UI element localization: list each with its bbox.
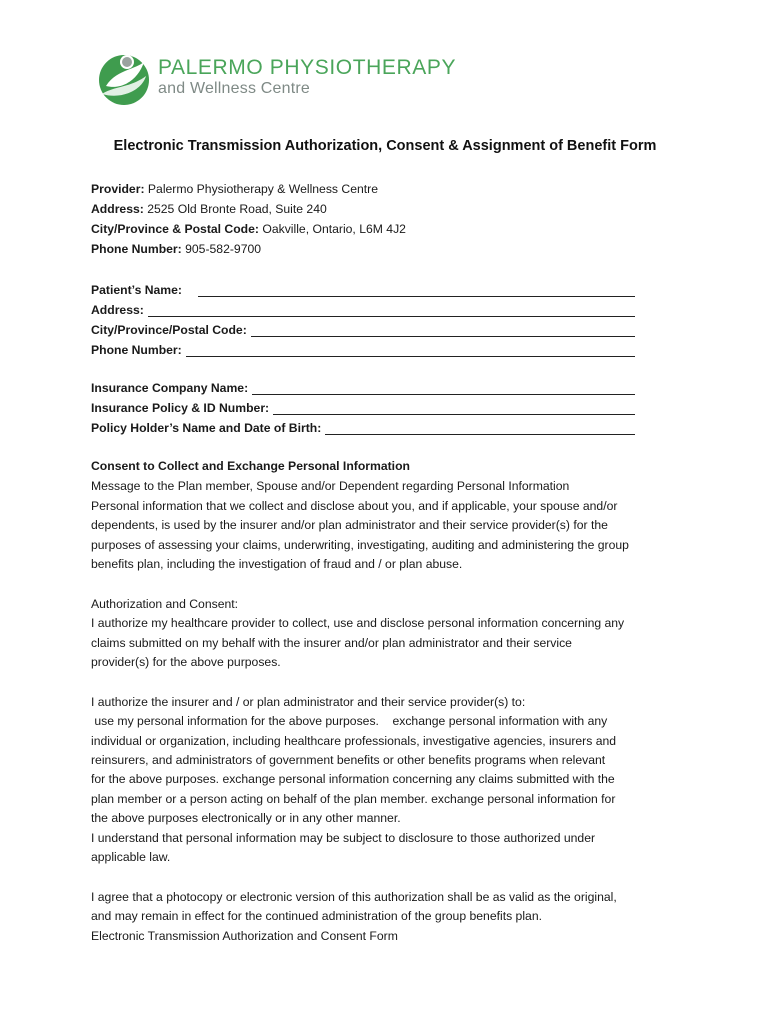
insurer-line: applicable law. — [91, 850, 171, 864]
agreement-line: Electronic Transmission Authorization and Consent Form — [91, 929, 398, 943]
consent-heading: Consent to Collect and Exchange Personal Information — [91, 459, 410, 473]
policy-holder-field[interactable] — [91, 419, 635, 435]
provider-row — [91, 181, 378, 197]
authorization-line: Authorization and Consent: — [91, 597, 239, 611]
policy-holder-blank[interactable] — [325, 422, 635, 435]
consent-line: benefits plan, including the investigation of fraud and / or plan abuse. — [91, 557, 463, 571]
logo-mark-icon — [96, 50, 152, 106]
insurance-company-field[interactable] — [91, 379, 635, 395]
provider-address-value: 2525 Old Bronte Road, Suite 240 — [147, 202, 327, 216]
patient-phone-blank[interactable] — [186, 344, 635, 357]
provider-phone-row — [91, 241, 261, 257]
patient-city-label: City/Province/Postal Code: — [91, 323, 247, 337]
provider-phone-label: Phone Number: — [91, 242, 182, 256]
insurance-policy-field[interactable] — [91, 399, 635, 415]
insurance-company-blank[interactable] — [252, 382, 635, 395]
provider-address-label: Address: — [91, 202, 144, 216]
clinic-logo — [96, 50, 476, 110]
provider-city-label: City/Province & Postal Code: — [91, 222, 259, 236]
patient-city-field[interactable] — [91, 321, 635, 337]
agreement-line: and may remain in effect for the continued administration of the group benefits plan. — [91, 909, 542, 923]
insurer-line: for the above purposes. exchange personal information concerning any claims submitted with the — [91, 772, 615, 786]
insurer-line: I understand that personal information may be subject to disclosure to those authorized under — [91, 831, 596, 845]
provider-value: Palermo Physiotherapy & Wellness Centre — [147, 182, 378, 196]
patient-address-field[interactable] — [91, 301, 635, 317]
patient-phone-field[interactable] — [91, 341, 635, 357]
insurer-line: I authorize the insurer and / or plan administrator and their service provider(s) to: — [91, 695, 526, 709]
insurer-line: use my personal information for the above purposes. exchange personal information with any — [91, 714, 608, 728]
insurance-policy-label: Insurance Policy & ID Number: — [91, 401, 270, 415]
provider-city-row — [91, 221, 406, 237]
insurance-company-label: Insurance Company Name: — [91, 381, 249, 395]
consent-line: dependents, is used by the insurer and/or plan administrator and their service provider(s) for the — [91, 518, 608, 532]
policy-holder-label: Policy Holder’s Name and Date of Birth: — [91, 421, 322, 435]
authorization-line: provider(s) for the above purposes. — [91, 655, 281, 669]
form-title: Electronic Transmission Authorization, Consent & Assignment of Benefit Form — [113, 138, 657, 154]
patient-address-blank[interactable] — [148, 304, 635, 317]
logo-name: PALERMO PHYSIOTHERAPY — [158, 56, 457, 79]
insurance-policy-blank[interactable] — [273, 402, 635, 415]
insurer-line: individual or organization, including healthcare professionals, investigative agencies, insurers and — [91, 734, 617, 748]
insurer-line: reinsurers, and administrators of government benefits or other benefits programs when relevant — [91, 753, 606, 767]
patient-name-blank[interactable] — [198, 284, 635, 297]
consent-line: Personal information that we collect and disclose about you, and if applicable, your spouse and/or — [91, 499, 618, 513]
patient-phone-label: Phone Number: — [91, 343, 182, 357]
patient-city-blank[interactable] — [251, 324, 635, 337]
provider-address-row — [91, 201, 327, 217]
insurer-line: the above purposes electronically or in any other manner. — [91, 811, 401, 825]
patient-name-label: Patient’s Name: — [91, 283, 182, 297]
provider-city-value: Oakville, Ontario, L6M 4J2 — [262, 222, 406, 236]
authorization-line: I authorize my healthcare provider to collect, use and disclose personal information concerning any — [91, 616, 625, 630]
agreement-line: I agree that a photocopy or electronic version of this authorization shall be as valid as the original, — [91, 890, 617, 904]
consent-line: Message to the Plan member, Spouse and/or Dependent regarding Personal Information — [91, 479, 570, 493]
consent-line: purposes of assessing your claims, underwriting, investigating, auditing and administering the group — [91, 538, 629, 552]
logo-subtitle: and Wellness Centre — [158, 80, 311, 97]
insurer-line: plan member or a person acting on behalf of the plan member. exchange personal information for — [91, 792, 616, 806]
provider-phone-value: 905-582-9700 — [185, 242, 262, 256]
patient-address-label: Address: — [91, 303, 144, 317]
patient-name-field[interactable] — [91, 281, 635, 297]
authorization-line: claims submitted on my behalf with the insurer and/or plan administrator and their service — [91, 636, 572, 650]
provider-label: Provider: — [91, 182, 145, 196]
